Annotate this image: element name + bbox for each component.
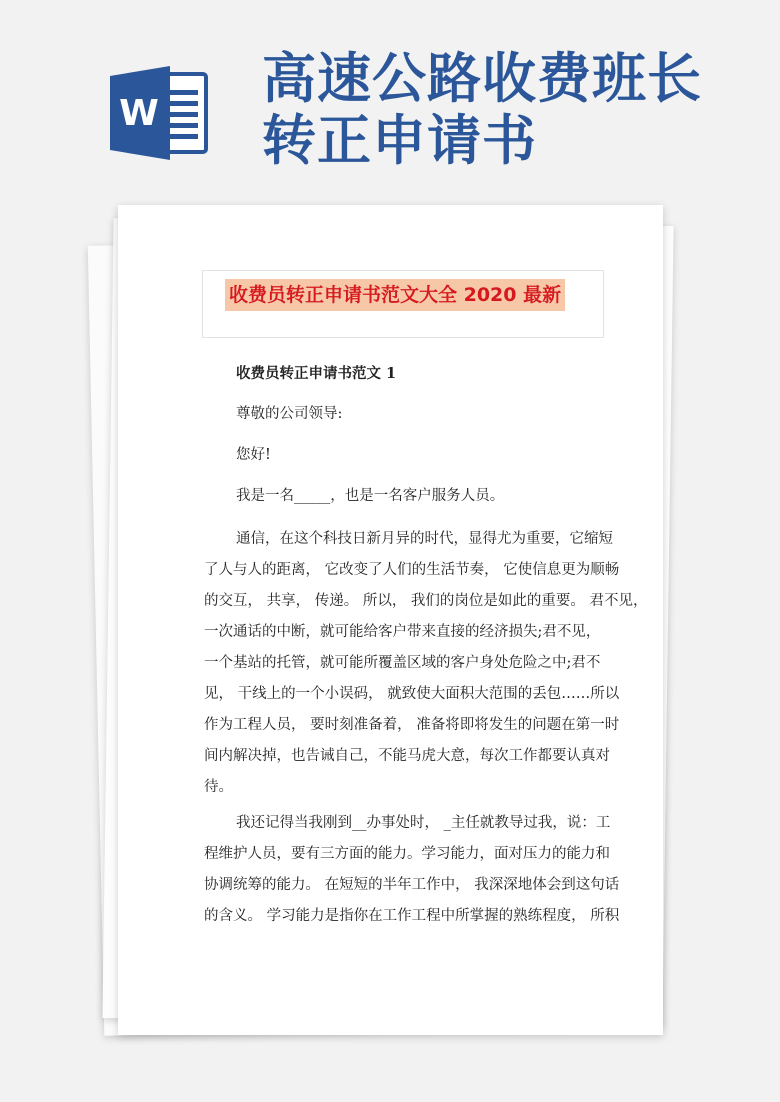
banner-title-line2: 转正申请书 — [262, 109, 537, 172]
document-title-box — [202, 270, 604, 338]
paragraph-line: 程维护人员，要有三方面的能力。学习能力，面对压力的能力和 — [204, 846, 610, 862]
paragraph-line: 一次通话的中断，就可能给客户带来直接的经济损失;君不见， — [204, 624, 601, 640]
paragraph-line: 待。 — [204, 779, 233, 795]
document-title: 收费员转正申请书范文大全 2020 最新 — [225, 279, 565, 311]
word-logo-icon — [108, 66, 210, 160]
paragraph-line: 见， 干线上的一个小误码， 就致使大面积大范围的丢包……所以 — [204, 686, 620, 702]
paragraph-line: 作为工程人员， 要时刻准备着， 准备将即将发生的问题在第一时 — [204, 717, 620, 733]
paragraph-line: 的含义。 学习能力是指你在工作工程中所掌握的熟练程度， 所积 — [204, 908, 620, 924]
paragraph-line: 的交互， 共享， 传递。 所以， 我们的岗位是如此的重要。 君不见， — [204, 593, 648, 609]
greeting: 您好! — [236, 447, 271, 463]
word-logo-letter: W — [119, 93, 159, 134]
section-heading: 收费员转正申请书范文 1 — [236, 365, 397, 382]
banner-title — [262, 48, 702, 172]
paragraph-line: 一个基站的托管，就可能所覆盖区域的客户身处危险之中;君不 — [204, 655, 601, 671]
banner-title-line1: 高速公路收费班长 — [262, 47, 702, 110]
paragraph-line: 间内解决掉，也告诫自己，不能马虎大意，每次工作都要认真对 — [204, 748, 610, 764]
paragraph-line: 通信，在这个科技日新月异的时代，显得尤为重要，它缩短 — [236, 531, 613, 547]
paragraph-line: 了人与人的距离， 它改变了人们的生活节奏， 它使信息更为顺畅 — [204, 562, 620, 578]
paragraph-line: 我是一名_____，也是一名客户服务人员。 — [236, 488, 505, 504]
paragraph-line: 协调统筹的能力。 在短短的半年工作中， 我深深地体会到这句话 — [204, 877, 620, 893]
salutation: 尊敬的公司领导: — [236, 406, 343, 422]
paragraph-line: 我还记得当我刚到__办事处时， _主任就教导过我，说：工 — [236, 815, 611, 831]
